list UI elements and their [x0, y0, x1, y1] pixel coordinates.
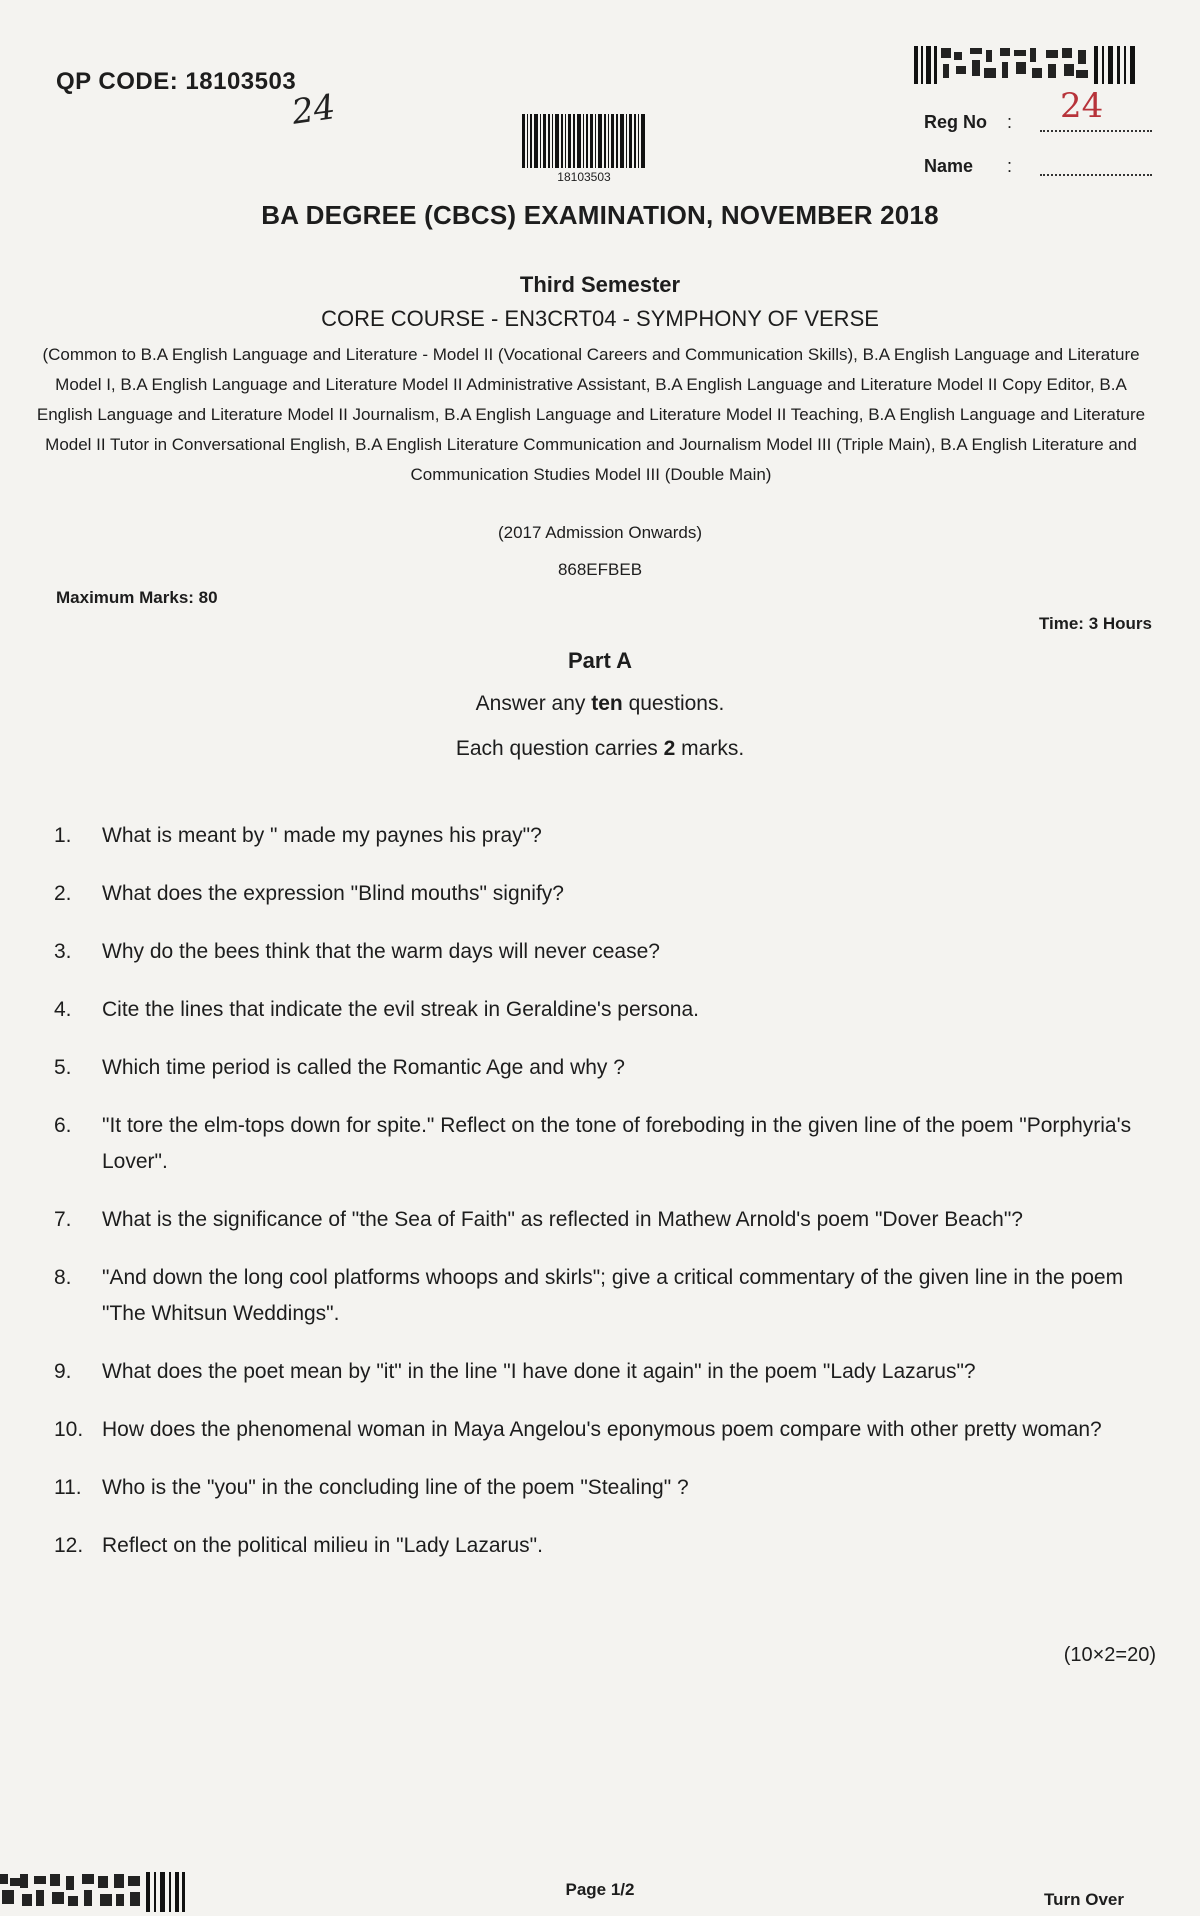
question-number: 8. — [54, 1266, 72, 1289]
question-text: Why do the bees think that the warm days will never cease? — [102, 940, 660, 963]
question-item — [50, 934, 1160, 970]
marks-count: 2 — [663, 737, 676, 760]
part-a-title: Part A — [568, 648, 632, 673]
question-item — [50, 1202, 1160, 1238]
question-number: 1. — [54, 824, 72, 847]
question-text: What is the significance of "the Sea of Faith" as reflected in Mathew Arnold's poem "Dover Beach"? — [102, 1208, 1023, 1231]
instruction-answer — [0, 692, 1200, 716]
question-text: "And down the long cool platforms whoops and skirls"; give a critical commentary of the given line in the poem "The Whitsun Weddings". — [102, 1266, 1124, 1325]
instruction-marks — [0, 737, 1200, 761]
question-text: "It tore the elm-tops down for spite." Reflect on the tone of foreboding in the given line of the poem "Porphyria's Lover". — [102, 1114, 1132, 1173]
question-text: What is meant by " made my paynes his pray"? — [102, 824, 542, 847]
time-allowed: Time: 3 Hours — [1038, 614, 1152, 633]
paper-code: 868EFBEB — [557, 560, 643, 579]
question-number: 7. — [54, 1208, 72, 1231]
turn-over-note: Turn Over — [1044, 1890, 1124, 1909]
handwritten-number: 24 — [289, 87, 338, 133]
maximum-marks: Maximum Marks: 80 — [56, 588, 218, 607]
question-text: What does the poet mean by "it" in the line "I have done it again" in the poem "Lady Lazarus"? — [102, 1360, 976, 1383]
question-text: Reflect on the political milieu in "Lady Lazarus". — [102, 1534, 543, 1557]
instruction-count: ten — [591, 692, 623, 715]
question-item — [50, 1260, 1160, 1332]
instruction-post: questions. — [622, 692, 725, 715]
question-item — [50, 818, 1160, 854]
page-number: Page 1/2 — [565, 1880, 635, 1899]
part-a-total-marks: (10×2=20) — [1063, 1644, 1156, 1666]
question-number: 9. — [54, 1360, 72, 1383]
reg-no-field — [1040, 128, 1152, 132]
semester: Third Semester — [519, 272, 681, 297]
barcode — [522, 114, 646, 168]
course-title: CORE COURSE - EN3CRT04 - SYMPHONY OF VERSE — [321, 306, 879, 331]
marks-pre: Each question carries — [455, 737, 664, 760]
name-colon: : — [1007, 156, 1013, 176]
question-text: Which time period is called the Romantic Age and why ? — [102, 1056, 625, 1079]
question-item — [50, 1354, 1160, 1390]
question-item — [50, 876, 1160, 912]
question-item — [50, 1108, 1160, 1180]
question-text: Cite the lines that indicate the evil streak in Geraldine's persona. — [102, 998, 700, 1021]
reg-no-colon: : — [1007, 112, 1013, 132]
marks-post: marks. — [675, 737, 745, 760]
qp-code: QP CODE: 18103503 — [56, 68, 297, 95]
question-text: How does the phenomenal woman in Maya Angelou's eponymous poem compare with other pretty woman? — [102, 1418, 1102, 1441]
exam-title: BA DEGREE (CBCS) EXAMINATION, NOVEMBER 2018 — [261, 200, 939, 230]
question-number: 2. — [54, 882, 72, 905]
barcode-number: 18103503 — [557, 170, 611, 184]
instruction-pre: Answer any — [475, 692, 592, 715]
question-number: 4. — [54, 998, 72, 1021]
question-number: 10. — [54, 1418, 84, 1441]
question-number: 3. — [54, 940, 72, 963]
question-number: 11. — [54, 1476, 82, 1499]
question-number: 6. — [54, 1114, 72, 1137]
reg-no-value: 24 — [1060, 86, 1104, 126]
question-item — [50, 1412, 1160, 1448]
question-item — [50, 1050, 1160, 1086]
question-item — [50, 1470, 1160, 1506]
question-list — [50, 818, 1160, 1586]
name-label: Name — [924, 156, 974, 176]
admission-note: (2017 Admission Onwards) — [497, 523, 703, 542]
question-text: Who is the "you" in the concluding line of the poem "Stealing" ? — [102, 1476, 689, 1499]
name-field — [1040, 172, 1152, 176]
reg-no-label: Reg No — [924, 112, 987, 132]
question-item — [50, 992, 1160, 1028]
common-to-note: (Common to B.A English Language and Literature - Model II (Vocational Careers and Communication Skills), B.A English Language and Literature Model I, B.A English Language and Literature Model II Administrative Assistant, B.A English Language and Literature Model II Copy Editor, B.A English Language and Literature Model II Journalism, B.A English Language and Literature Model II Teaching, B.A English Language and Literature Model II Tutor in Conversational English, B.A English Literature Communication and Journalism Model III (Triple Main), B.A English Literature and Communication Studies Model III (Double Main) — [36, 345, 1146, 484]
question-item — [50, 1528, 1160, 1564]
question-number: 12. — [54, 1534, 84, 1557]
question-text: What does the expression "Blind mouths" signify? — [102, 882, 564, 905]
qr-code-top — [914, 44, 1140, 86]
question-number: 5. — [54, 1056, 72, 1079]
